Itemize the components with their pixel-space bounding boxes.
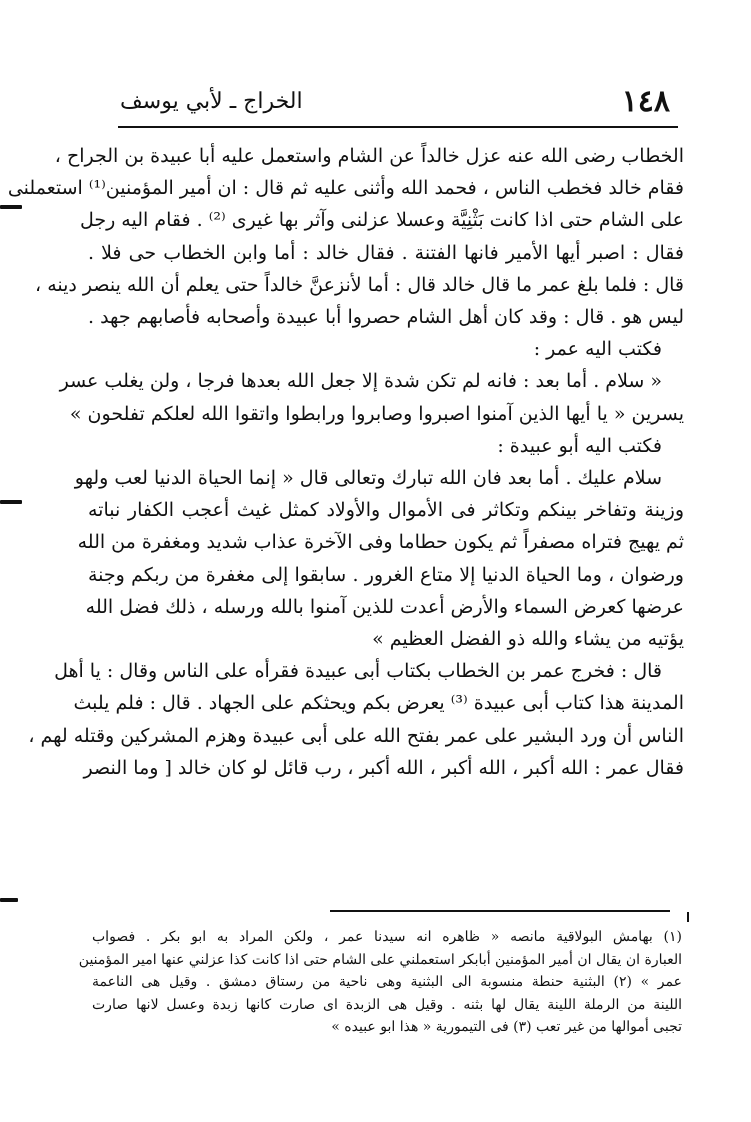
body-line: فقال عمر : الله أكبر ، الله أكبر ، الله أكبر ، رب قائل لو كان خالد [ وما النصر: [83, 756, 684, 779]
body-line: الناس أن ورد البشير على عمر بفتح الله على أبى عبيدة وهزم المشركين وقتله لهم ،: [28, 724, 684, 747]
body-line: الخطاب رضى الله عنه عزل خالداً عن الشام واستعمل عليه أبا عبيدة بن الجراح ،: [54, 145, 684, 167]
margin-tick: [687, 912, 689, 922]
margin-mark: [0, 205, 22, 209]
footnote-line: عمر » (٢) البثنية حنطة منسوبة الى البثنية وهى ناحية من رستاق دمشق . وقيل هى الناعمة: [92, 974, 682, 990]
body-line: « سلام . أما بعد : فانه لم تكن شدة إلا جعل الله بعدها فرجا ، ولن يغلب عسر: [59, 370, 662, 393]
footnotes: [78, 926, 682, 1039]
footnote-line: (١) بهامش البولاقية مانصه « ظاهره انه سيدنا عمر ، ولكن المراد به ابو بكر . فصواب: [92, 929, 682, 945]
body-line: ليس هو . قال : وقد كان أهل الشام حصروا أبا عبيدة وأصحابه فأصابهم جهد .: [88, 306, 684, 329]
margin-mark: [0, 500, 22, 504]
body-line: وزينة وتفاخر بينكم وتكاثر فى الأموال والأولاد كمثل غيث أعجب الكفار نباته: [88, 499, 684, 522]
page-number: ١٤٨: [621, 83, 670, 119]
body-line: ورضوان ، وما الحياة الدنيا إلا متاع الغرور . سابقوا إلى مغفرة من ربكم وجنة: [88, 563, 684, 586]
body-line: عرضها كعرض السماء والأرض أعدت للذين آمنوا بالله ورسله ، ذلك فضل الله: [85, 595, 684, 618]
margin-mark: [0, 898, 18, 902]
body-text: [7, 140, 684, 784]
body-line: قال : فلما بلغ عمر ما قال خالد قال : أما لأنزعنَّ خالداً حتى يعلم أن الله ينصر دينه ،: [35, 273, 684, 296]
footnote-line: اللينة من الرملة اللينة يقال لها بثنه . وقيل هى الزبدة اى صارت كانها زبدة وعسل لانها صارت: [92, 996, 682, 1013]
body-line: المدينة هذا كتاب أبى عبيدة ⁽³⁾ يعرض بكم ويحثكم على الجهاد . قال : فلم يلبث: [73, 692, 684, 715]
body-line: يسرين « يا أيها الذين آمنوا اصبروا وصابروا ورابطوا واتقوا الله لعلكم تفلحون »: [69, 402, 684, 425]
header-rule: [118, 126, 678, 128]
body-line: سلام عليك . أما بعد فان الله تبارك وتعالى قال « إنما الحياة الدنيا لعب ولهو: [74, 467, 662, 490]
body-line: قال : فخرج عمر بن الخطاب بكتاب أبى عبيدة فقرأه على الناس وقال : يا أهل: [54, 660, 662, 683]
body-line: ثم يهيج فتراه مصفراً ثم يكون حطاما وفى الآخرة عذاب شديد ومغفرة من الله: [77, 531, 684, 554]
body-line: على الشام حتى اذا كانت بَثْنِيَّة وعسلا عزلنى وآثر بها غيرى ⁽²⁾ . فقام اليه رجل: [79, 209, 684, 232]
letter-heading: فكتب اليه عمر :: [533, 338, 662, 361]
footnote-line: العبارة ان يقال ان أمير المؤمنين أبابكر استعملني على الشام حتى اذا كانت كذا عزلني عنها امير المؤمنين: [78, 951, 682, 968]
body-line: يؤتيه من يشاء والله ذو الفضل العظيم »: [372, 628, 684, 651]
footnote-rule: [330, 910, 670, 912]
running-title: الخراج ـ لأبي يوسف: [120, 88, 303, 114]
footnote-line: تجبى أموالها من غير تعب (٣) فى التيمورية « هذا ابو عبيده »: [331, 1019, 682, 1035]
body-line: فقام خالد فخطب الناس ، فحمد الله وأثنى عليه ثم قال : ان أمير المؤمنين⁽¹⁾ استعملنى: [7, 177, 684, 200]
body-line: فقال : اصبر أيها الأمير فانها الفتنة . فقال خالد : أما وابن الخطاب حى فلا .: [88, 241, 684, 264]
page-header: [120, 78, 670, 124]
letter-heading: فكتب اليه أبو عبيدة :: [497, 434, 662, 457]
